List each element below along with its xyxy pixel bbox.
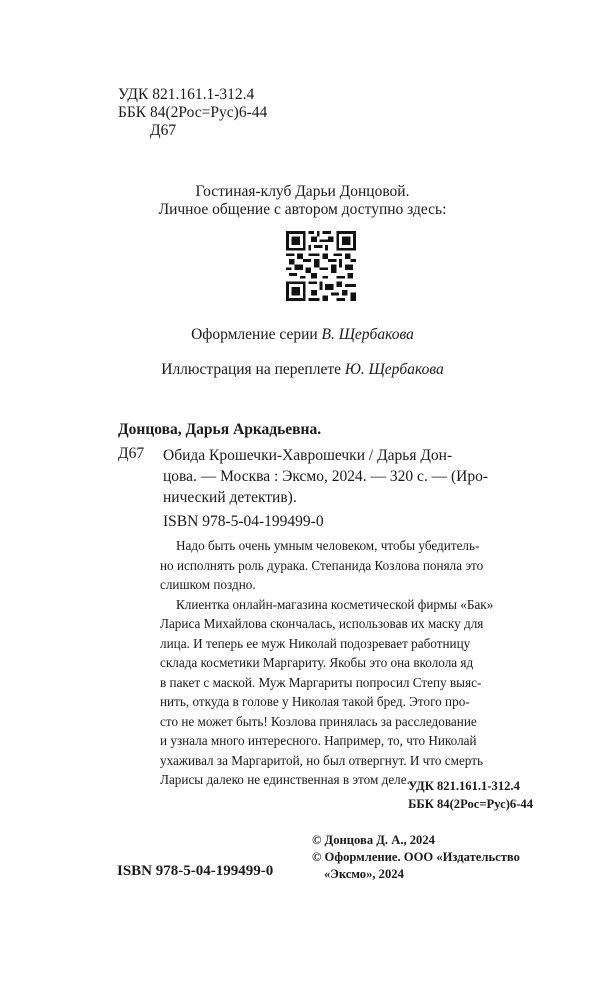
club-line-2: Личное общение с автором доступно здесь: [158, 201, 447, 218]
annotation-line: слишком поздно. [160, 577, 256, 592]
annotation-line: ухаживал за Маргаритой, но был отвергнут. И что смерть [160, 752, 483, 768]
annotation-line: лица. И теперь ее муж Николай подозревает работницу [160, 635, 471, 651]
bbk-code: ББК 84(2Рос=Рус)6-44 [118, 104, 268, 121]
copyright-line: © Донцова Д. А., 2024 [312, 833, 435, 847]
footer-classification [408, 777, 533, 813]
footer-udk: УДК 821.161.1-312.4 [408, 779, 520, 793]
annotation-line: но исполнять роль дурака. Степанида Козлова поняла это [160, 557, 484, 573]
club-line-1: Гостиная-клуб Дарьи Донцовой. [195, 183, 410, 200]
annotation-line: в пакет с маской. Муж Маргариты попросил Степу выяс- [160, 674, 482, 690]
footer-bbk: ББК 84(2Рос=Рус)6-44 [408, 797, 533, 811]
cover-credit [0, 361, 605, 379]
annotation-line: Клиентка онлайн-магазина косметической фирмы «Бак» [176, 596, 494, 612]
author-mark: Д67 [150, 122, 177, 139]
annotation-line: Ларисы далеко не единственная в этом деле... [160, 772, 417, 787]
bibliography-line: нический детектив). [163, 489, 297, 506]
bibliography-line: цова. — Москва : Эксмо, 2024. — 320 с. — (Иро- [163, 468, 488, 485]
bibliography-line: Обида Крошечки-Хаврошечки / Дарья Дон- [163, 447, 453, 464]
series-credit-name: В. Щербакова [321, 326, 414, 343]
cover-credit-label: Иллюстрация на переплете [161, 361, 345, 378]
series-credit [0, 326, 605, 344]
annotation-line: нить, откуда в голове у Николая такой бред. Этого про- [160, 694, 470, 709]
udk-code: УДК 821.161.1-312.4 [118, 86, 255, 103]
annotation-line: Надо быть очень умным человеком, чтобы убедитель- [176, 538, 480, 553]
bibliography-isbn: ISBN 978-5-04-199499-0 [163, 513, 324, 530]
bibliography-mark: Д67 [118, 445, 145, 462]
annotation-line: Лариса Михайлова скончалась, использовав их маску для [160, 616, 484, 631]
series-credit-label: Оформление серии [191, 326, 322, 343]
annotation [160, 536, 530, 790]
copyright-line: © Оформление. ООО «Издательство [312, 850, 520, 864]
copyright-line: «Эксмо», 2024 [324, 867, 404, 881]
copyright-block [312, 832, 520, 883]
annotation-line: и узнала много интересного. Например, то, что Николай [160, 733, 477, 748]
footer-isbn: ISBN 978-5-04-199499-0 [117, 863, 274, 879]
annotation-line: сто не может быть! Козлова принялась за расследование [160, 713, 477, 729]
classification-block [118, 86, 267, 140]
bibliography-description [163, 445, 523, 508]
qr-code-icon[interactable] [286, 231, 356, 301]
bibliography-author: Донцова, Дарья Аркадьевна. [118, 421, 322, 438]
annotation-line: склада косметики Маргариту. Якобы это она вколола яд [160, 655, 474, 670]
cover-credit-name: Ю. Щербакова [344, 361, 444, 378]
